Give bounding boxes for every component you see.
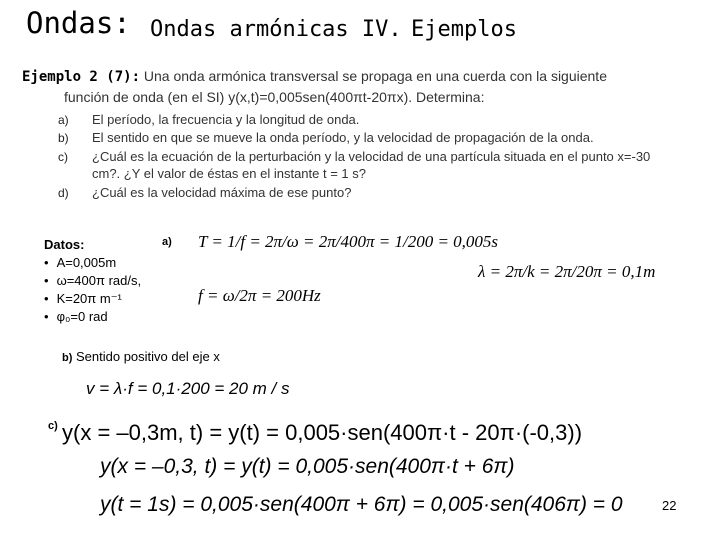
slide-section-label: Ejemplos xyxy=(411,17,517,42)
question-text-d: ¿Cuál es la velocidad máxima de ese punto? xyxy=(92,185,352,200)
answer-c-tag: c) xyxy=(48,420,58,432)
question-letter-b: b) xyxy=(58,131,69,145)
given-data-item: • φ₀=0 rad xyxy=(44,308,141,326)
problem-statement xyxy=(22,66,702,107)
question-text-c-cont: cm?. ¿Y el valor de éstas en el instante t = 1 s? xyxy=(92,166,366,181)
period-equation: T = 1/f = 2π/ω = 2π/400π = 1/200 = 0,005s xyxy=(198,232,499,251)
problem-line-1: Una onda armónica transversal se propaga en una cuerda con la siguiente xyxy=(140,68,607,84)
answer-b-text: Sentido positivo del eje x xyxy=(72,349,220,364)
question-letter-d: d) xyxy=(58,186,69,200)
slide-title: Ondas: xyxy=(26,6,131,40)
given-data-item: • A=0,005m xyxy=(44,254,141,272)
velocity-equation: v = λ·f = 0,1·200 = 20 m / s xyxy=(86,379,290,398)
answer-b xyxy=(62,349,220,364)
page-number: 22 xyxy=(662,498,677,513)
wavelength-equation: λ = 2π/k = 2π/20π = 0,1m xyxy=(478,262,656,281)
frequency-equation: f = ω/2π = 200Hz xyxy=(198,286,321,305)
question-letter-a: a) xyxy=(58,113,69,127)
question-letter-c: c) xyxy=(58,150,68,164)
question-text-c: ¿Cuál es la ecuación de la perturbación y la velocidad de una partícula situada en el punto x=-30 xyxy=(92,149,651,164)
problem-line-2: función de onda (en el SI) y(x,t)=0,005sen(400πt-20πx). Determina: xyxy=(64,89,485,105)
given-data-header: Datos: xyxy=(44,237,85,252)
slide-subtitle: Ondas armónicas IV. xyxy=(150,17,402,42)
problem-label: Ejemplo 2 (7): xyxy=(22,69,141,85)
question-text-a: El período, la frecuencia y la longitud de onda. xyxy=(92,112,360,127)
given-data-item: • K=20π m⁻¹ xyxy=(44,290,141,308)
answer-a-tag: a) xyxy=(162,236,172,248)
given-data xyxy=(44,236,141,326)
answer-b-tag: b) xyxy=(62,352,73,364)
displacement-equation-2: y(x = –0,3, t) = y(t) = 0,005·sen(400π·t + 6π) xyxy=(100,455,515,478)
question-text-b: El sentido en que se mueve la onda período, y la velocidad de propagación de la onda. xyxy=(92,130,594,145)
given-data-item: • ω=400π rad/s, xyxy=(44,272,141,290)
displacement-equation-3: y(t = 1s) = 0,005·sen(400π + 6π) = 0,005·sen(406π) = 0 xyxy=(100,493,623,516)
displacement-equation-1: y(x = –0,3m, t) = y(t) = 0,005·sen(400π·t - 20π·(-0,3)) xyxy=(62,420,583,445)
